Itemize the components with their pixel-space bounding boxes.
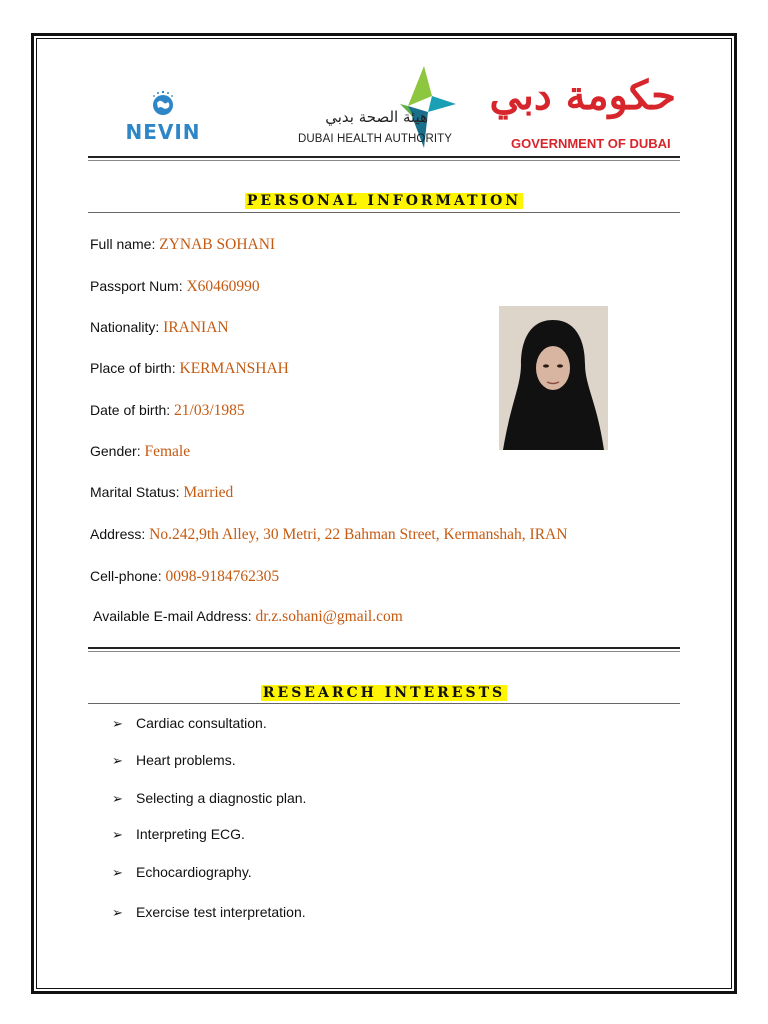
field-value: KERMANSHAH bbox=[179, 360, 289, 377]
field-email bbox=[90, 606, 403, 626]
personal-info-heading bbox=[0, 190, 768, 209]
globe-icon bbox=[148, 88, 178, 118]
research-item-text: Exercise test interpretation. bbox=[136, 904, 306, 920]
profile-photo bbox=[499, 306, 608, 450]
field-place-of-birth bbox=[90, 358, 289, 378]
research-item-text: Heart problems. bbox=[136, 752, 236, 768]
section-divider bbox=[88, 647, 680, 649]
research-item bbox=[112, 864, 252, 881]
research-item-text: Interpreting ECG. bbox=[136, 826, 245, 842]
arrow-bullet-icon: ➢ bbox=[112, 753, 123, 768]
field-label: Cell-phone: bbox=[90, 568, 166, 584]
field-marital-status bbox=[90, 482, 233, 502]
field-label: Gender: bbox=[90, 443, 145, 459]
research-item bbox=[112, 790, 306, 807]
field-label: Full name: bbox=[90, 236, 160, 252]
arrow-bullet-icon: ➢ bbox=[112, 827, 123, 842]
portrait-image bbox=[499, 306, 608, 450]
field-label: Nationality: bbox=[90, 319, 164, 335]
field-cell-phone bbox=[90, 566, 279, 586]
nevin-logo bbox=[118, 88, 208, 148]
gov-english-name: GOVERNMENT OF DUBAI bbox=[511, 136, 671, 151]
personal-info-rule bbox=[88, 212, 680, 213]
page-border-inner bbox=[36, 38, 732, 989]
field-full-name bbox=[90, 234, 275, 254]
research-interests-heading bbox=[0, 682, 768, 701]
research-item-text: Selecting a diagnostic plan. bbox=[136, 790, 307, 806]
field-value: 21/03/1985 bbox=[174, 402, 245, 419]
arrow-bullet-icon: ➢ bbox=[112, 716, 123, 731]
field-label: Passport Num: bbox=[90, 278, 187, 294]
field-address bbox=[90, 524, 567, 544]
field-date-of-birth bbox=[90, 400, 245, 420]
field-value: Married bbox=[183, 484, 234, 501]
research-item bbox=[112, 715, 267, 732]
research-interests-title: RESEARCH INTERESTS bbox=[262, 685, 506, 701]
nevin-logo-text: NEVIN bbox=[125, 120, 201, 144]
field-label: Place of birth: bbox=[90, 360, 180, 376]
dubai-health-authority-logo bbox=[296, 66, 461, 156]
field-nationality bbox=[90, 317, 229, 337]
field-label: Address: bbox=[90, 526, 150, 542]
field-gender bbox=[90, 441, 190, 461]
research-item-text: Echocardiography. bbox=[136, 864, 252, 880]
personal-info-title: PERSONAL INFORMATION bbox=[246, 193, 522, 209]
field-label: Marital Status: bbox=[90, 484, 184, 500]
field-value: Female bbox=[144, 443, 191, 460]
field-passport bbox=[90, 276, 260, 296]
field-value: X60460990 bbox=[186, 278, 260, 295]
research-item-text: Cardiac consultation. bbox=[136, 715, 267, 731]
dha-arabic-name: هيئة الصحة بدبي bbox=[325, 108, 428, 126]
gov-arabic-name: حكومة دبي bbox=[489, 72, 676, 119]
government-of-dubai-logo bbox=[489, 72, 680, 156]
research-item bbox=[112, 752, 236, 769]
field-value: IRANIAN bbox=[163, 319, 229, 336]
field-value: No.242,9th Alley, 30 Metri, 22 Bahman Street, Kermanshah, IRAN bbox=[149, 526, 568, 543]
arrow-bullet-icon: ➢ bbox=[112, 865, 123, 880]
field-label: Date of birth: bbox=[90, 402, 175, 418]
research-item bbox=[112, 904, 306, 921]
research-interests-rule bbox=[88, 703, 680, 704]
arrow-bullet-icon: ➢ bbox=[112, 791, 123, 806]
field-value: ZYNAB SOHANI bbox=[159, 236, 276, 253]
field-value[interactable]: dr.z.sohani@gmail.com bbox=[255, 608, 403, 625]
field-label: Available E-mail Address: bbox=[90, 608, 256, 624]
research-item bbox=[112, 826, 245, 843]
arrow-bullet-icon: ➢ bbox=[112, 905, 123, 920]
dha-english-name: DUBAI HEALTH AUTHORITY bbox=[298, 133, 453, 145]
header-divider bbox=[88, 156, 680, 158]
field-value: 0098-9184762305 bbox=[165, 568, 280, 585]
